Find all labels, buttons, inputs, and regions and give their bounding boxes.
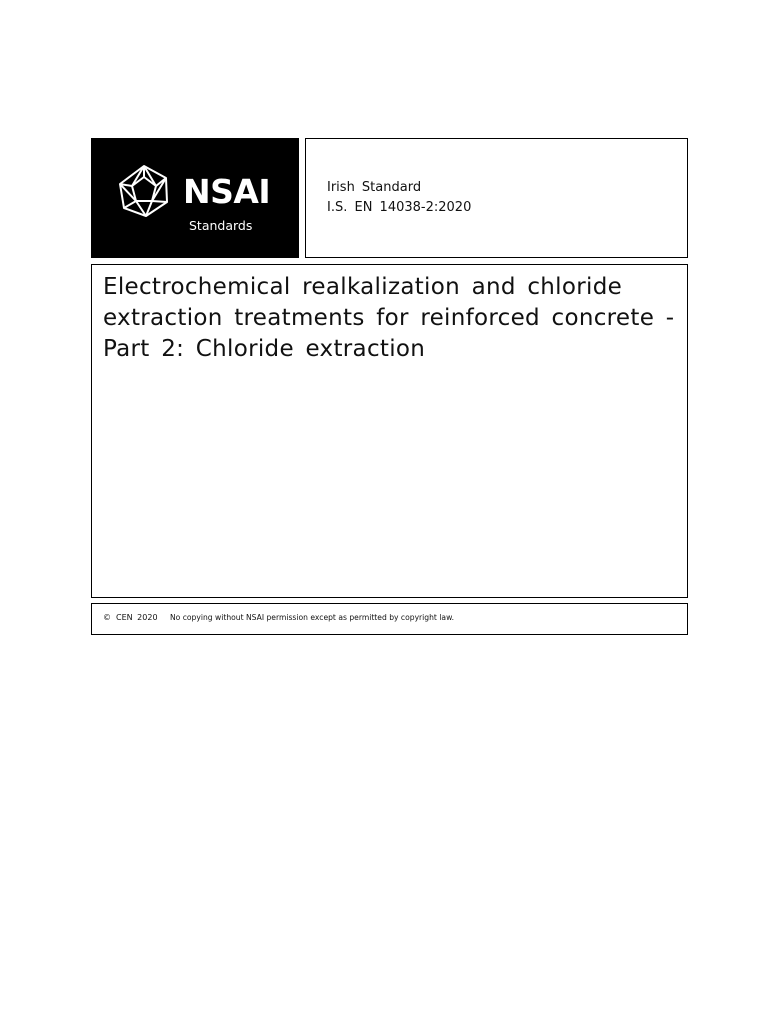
title-box	[91, 264, 688, 598]
standard-identification-box	[305, 138, 688, 258]
logo-subtitle: Standards	[189, 218, 253, 233]
standard-type: Irish Standard	[327, 180, 422, 195]
document-title: Electrochemical realkalization and chloride extraction treatments for reinforced concrete - Part 2: Chloride extraction	[103, 274, 675, 362]
nsai-wordmark: NSAI	[183, 172, 271, 211]
polyhedron-logo-icon	[117, 164, 171, 218]
nsai-logo-panel	[91, 138, 299, 258]
standard-number: I.S. EN 14038-2:2020	[327, 200, 472, 215]
copyright-box	[91, 603, 688, 635]
copyright-notice: No copying without NSAI permission except as permitted by copyright law.	[170, 613, 455, 622]
copyright-holder-year: CEN 2020	[116, 613, 158, 622]
copyright-symbol: ©	[103, 613, 111, 622]
